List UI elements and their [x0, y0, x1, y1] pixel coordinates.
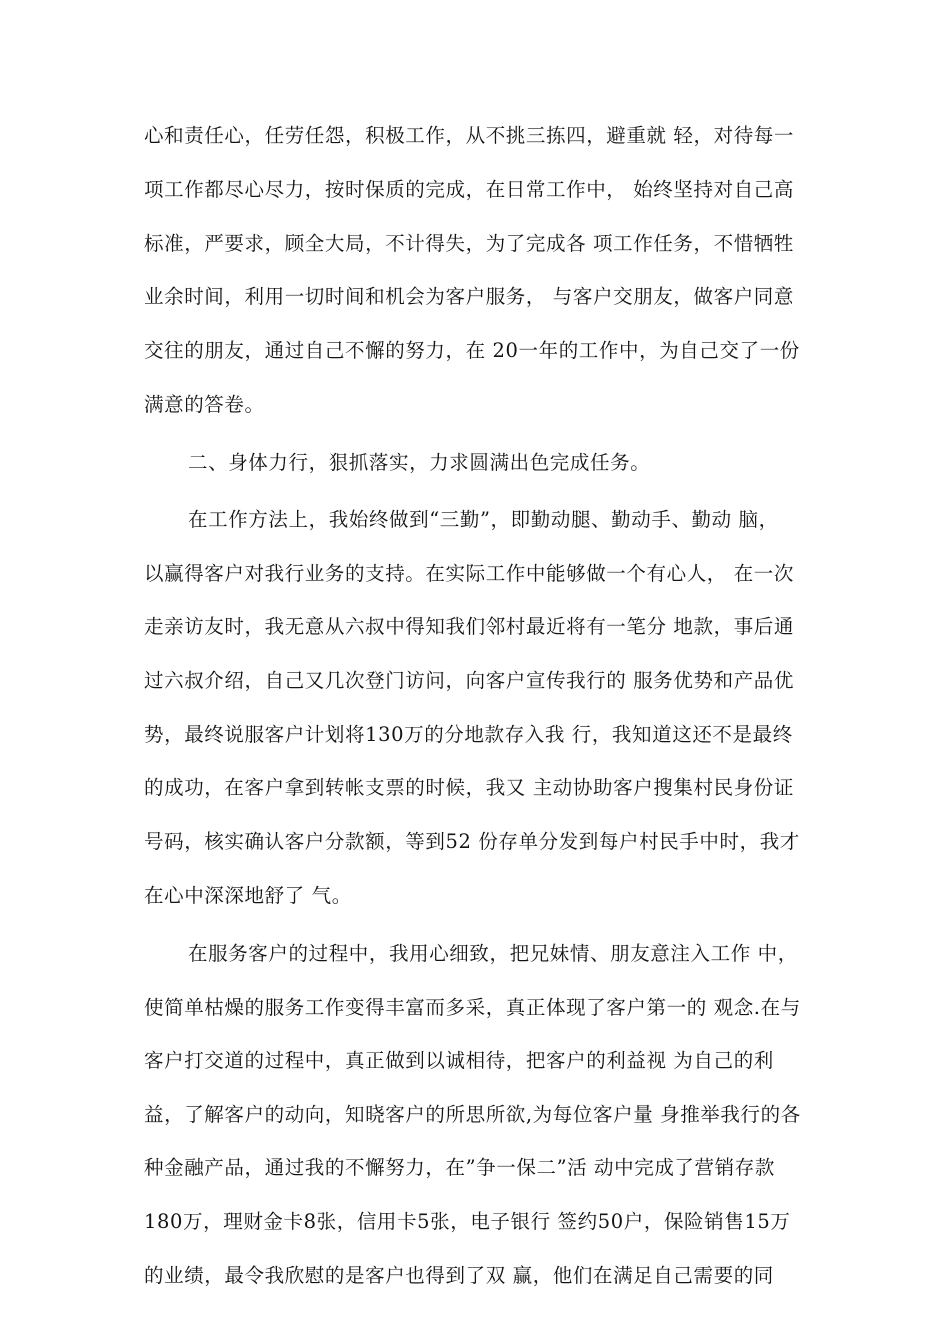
text-line: 的业绩，最令我欣慰的是客户也得到了双 赢，他们在满足自己需要的同 [144, 1264, 774, 1287]
text-line: 使简单枯燥的服务工作变得丰富而多采，真正体现了客户第一的 观念.在与 [144, 996, 801, 1019]
text-line: 以赢得客户对我行业务的支持。在实际工作中能够做一个有心人， 在一次 [144, 562, 794, 585]
text-line: 势，最终说服客户计划将130万的分地款存入我 行，我知道这还不是最终 [144, 723, 793, 746]
text-line: 的成功，在客户拿到转帐支票的时候，我又 主动协助客户搜集村民身份证 [144, 776, 794, 799]
text-line: 心和责任心，任劳任怨，积极工作，从不挑三拣四，避重就 轻，对待每一 [144, 124, 794, 147]
text-line: 在工作方法上，我始终做到“三勤”，即勤动腿、勤动手、勤动 脑， [188, 508, 779, 531]
text-line: 走亲访友时，我无意从六叔中得知我们邻村最近将有一笔分 地款，事后通 [144, 615, 794, 638]
text-line: 号码，核实确认客户分款额，等到52 份存单分发到每户村民手中时，我才 [144, 830, 800, 853]
text-line: 过六叔介绍，自己又几次登门访问，向客户宣传我行的 服务优势和产品优 [144, 669, 794, 692]
text-line: 180万，理财金卡8张，信用卡5张，电子银行 签约50户，保险销售15万 [144, 1210, 791, 1233]
text-line: 满意的答卷。 [144, 393, 265, 416]
text-line: 标准，严要求，顾全大局，不计得失，为了完成各 项工作任务，不惜牺牲 [144, 232, 794, 255]
section-heading: 二、身体力行，狠抓落实，力求圆满出色完成任务。 [188, 451, 651, 474]
text-line: 客户打交道的过程中，真正做到以诚相待，把客户的利益视 为自己的利 [144, 1049, 774, 1072]
text-line: 在心中深深地舒了 气。 [144, 884, 352, 907]
text-line: 项工作都尽心尽力，按时保质的完成，在日常工作中， 始终坚持对自己高 [144, 178, 794, 201]
text-line: 在服务客户的过程中，我用心细致，把兄妹情、朋友意注入工作 中， [188, 942, 798, 965]
text-line: 种金融产品，通过我的不懈努力，在”争一保二”活 动中完成了营销存款 [144, 1156, 775, 1179]
text-line: 业余时间，利用一切时间和机会为客户服务， 与客户交朋友，做客户同意 [144, 285, 794, 308]
text-line: 益，了解客户的动向，知晓客户的所思所欲,为每位客户量 身推举我行的各 [144, 1103, 801, 1126]
text-line: 交往的朋友，通过自己不懈的努力，在 20一年的工作中，为自己交了一份 [144, 339, 800, 362]
